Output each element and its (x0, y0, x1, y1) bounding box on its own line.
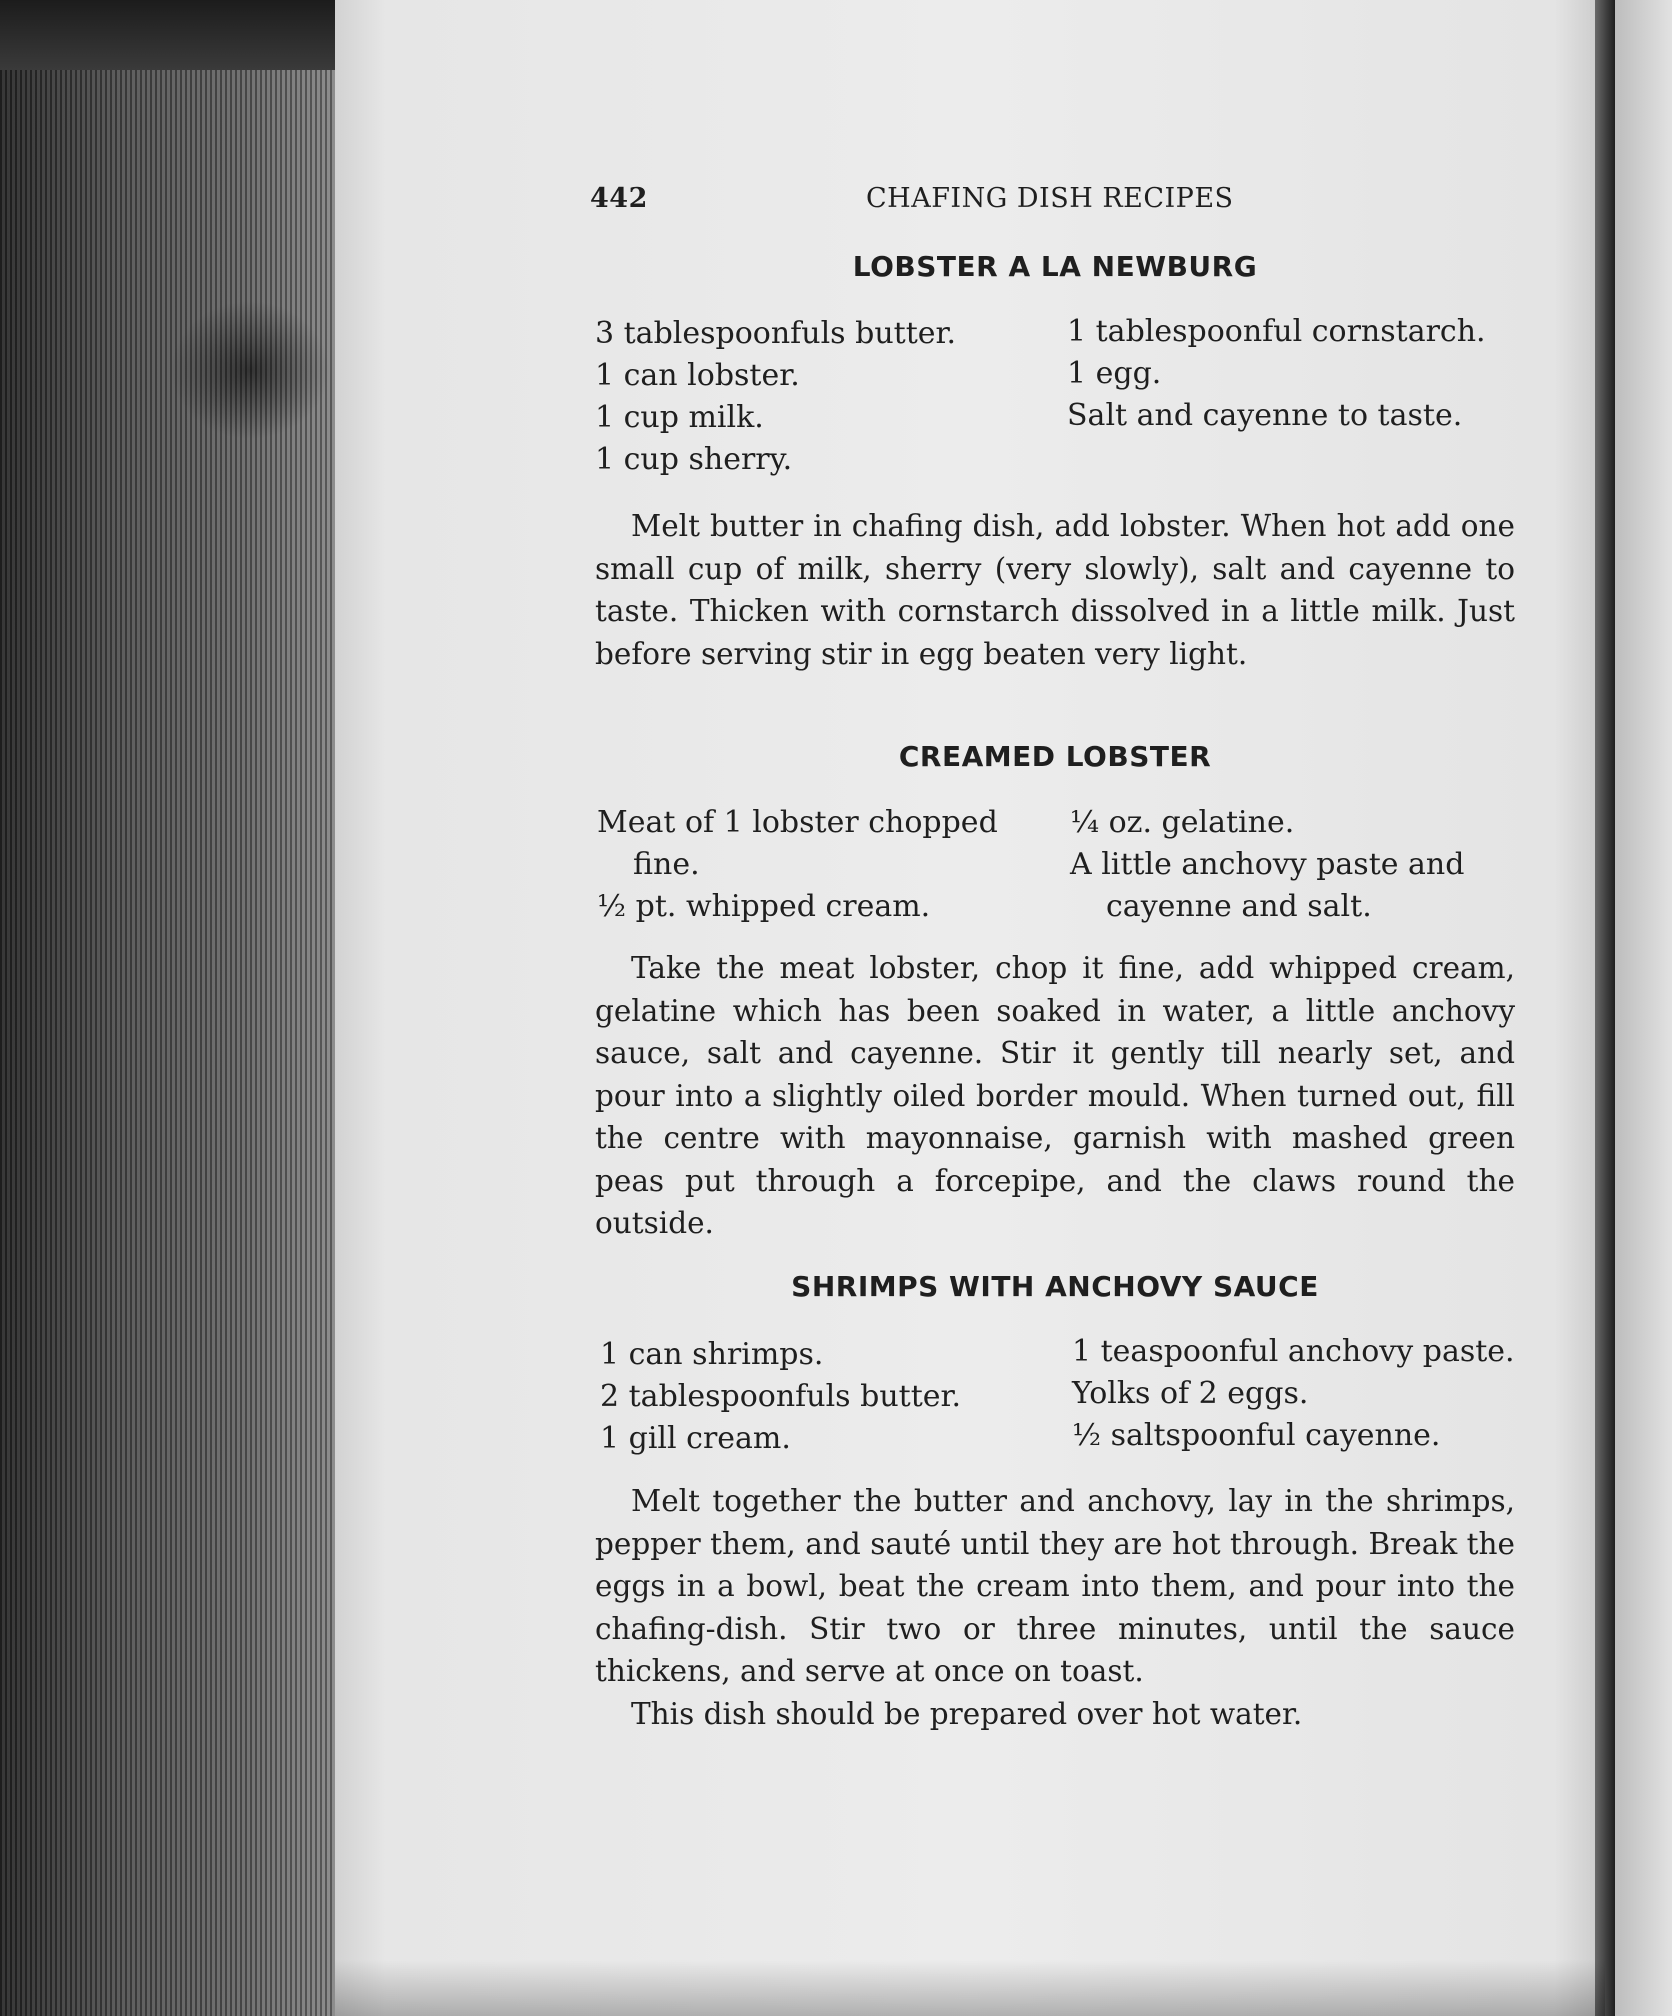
method-paragraph: Melt butter in chafing dish, add lobster. When hot add one small cup of milk, sherry (very slowly), salt and cayenne to taste. Thicken with cornstarch dissolved in a little milk. Just before serving stir in egg beaten very light. (595, 509, 1515, 671)
ingredient: A little anchovy paste and (1070, 847, 1465, 882)
ingredient: Yolks of 2 eggs. (1072, 1376, 1309, 1411)
ingredient: Salt and cayenne to taste. (1067, 398, 1463, 433)
page-number: 442 (590, 183, 648, 214)
ingredient: fine. (633, 847, 700, 882)
method-paragraph: Melt together the butter and anchovy, lay in the shrimps, pepper them, and sauté until they are hot through. Break the eggs in a bowl, beat the cream into them, and pour into the chafing-dish. Stir two or three minutes, until the sauce thickens, and serve at once on toast. (595, 1484, 1515, 1688)
ingredients-right (1072, 1331, 1515, 1457)
ingredient: ¼ oz. gelatine. (1070, 805, 1295, 840)
running-head (590, 183, 1510, 223)
recipe-method (595, 947, 1515, 1245)
facing-page-edge (1615, 0, 1672, 2016)
ingredients-left (600, 1334, 961, 1460)
ingredient: 1 teaspoonful anchovy paste. (1072, 1334, 1515, 1369)
recipe-title: CREAMED LOBSTER (898, 740, 1212, 773)
ingredient: cayenne and salt. (1106, 889, 1372, 924)
ingredient: Meat of 1 lobster chopped (597, 805, 998, 840)
ingredients-left (595, 313, 956, 481)
page-shadow (335, 1960, 1605, 2016)
ingredient: 1 egg. (1067, 356, 1162, 391)
recipe-title: LOBSTER A LA NEWBURG (852, 250, 1258, 283)
ingredient: 3 tablespoonfuls butter. (595, 316, 957, 351)
ingredients-right (1067, 311, 1486, 437)
ingredient: ½ pt. whipped cream. (597, 889, 931, 924)
ingredient: ½ saltspoonful cayenne. (1072, 1418, 1441, 1453)
ingredient: 1 tablespoonful cornstarch. (1067, 314, 1486, 349)
recipe-title: SHRIMPS WITH ANCHOVY SAUCE (791, 1270, 1319, 1303)
method-paragraph: Take the meat lobster, chop it fine, add whipped cream, gelatine which has been soaked in water, a little anchovy sauce, salt and cayenne. Stir it gently till nearly set, and pour into a slightly oiled border mould. When turned out, fill the centre with mayonnaise, garnish with mashed green peas put through a forcepipe, and the claws round the outside. (595, 951, 1515, 1240)
ingredients-left (597, 802, 998, 928)
stain (170, 300, 330, 440)
ingredient: 1 gill cream. (600, 1421, 791, 1456)
ingredient: 1 cup milk. (595, 400, 764, 435)
ingredient: 2 tablespoonfuls butter. (600, 1379, 962, 1414)
recipe-method (595, 505, 1515, 675)
book-gutter (1595, 0, 1615, 2016)
ingredients-right (1070, 802, 1464, 928)
running-title: CHAFING DISH RECIPES (866, 183, 1234, 214)
ingredient: 1 can shrimps. (600, 1337, 824, 1372)
method-paragraph: This dish should be prepared over hot water. (631, 1696, 1303, 1731)
recipe-method (595, 1480, 1515, 1735)
ingredient: 1 cup sherry. (595, 442, 793, 477)
ingredient: 1 can lobster. (595, 358, 800, 393)
page-edges-top (0, 0, 345, 70)
